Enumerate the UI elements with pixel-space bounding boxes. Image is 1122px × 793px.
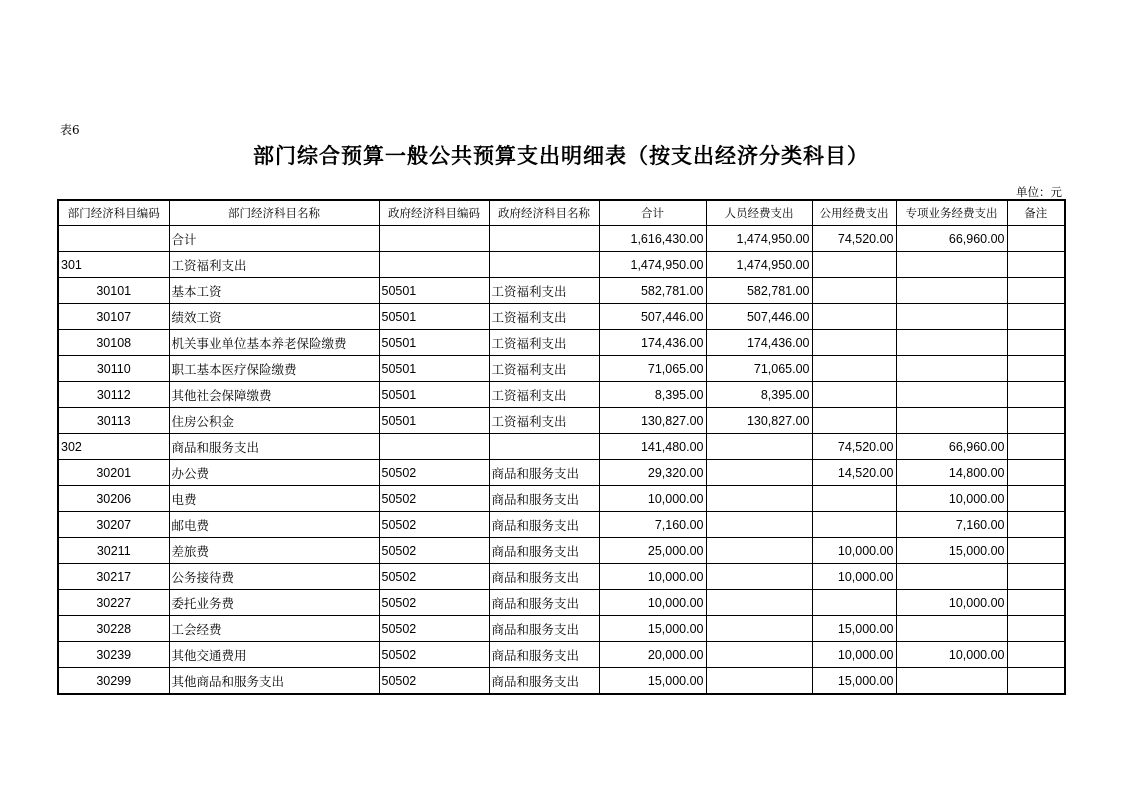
total-cell: 141,480.00 <box>599 434 706 460</box>
special-cost-cell: 10,000.00 <box>896 486 1007 512</box>
gov-name-cell: 商品和服务支出 <box>489 668 599 695</box>
gov-name-cell: 商品和服务支出 <box>489 460 599 486</box>
personnel-cost-cell: 8,395.00 <box>706 382 812 408</box>
note-cell <box>1007 304 1065 330</box>
personnel-cost-cell <box>706 460 812 486</box>
note-cell <box>1007 460 1065 486</box>
column-header: 部门经济科目名称 <box>169 200 379 226</box>
dept-code-cell: 30207 <box>58 512 169 538</box>
table-row <box>58 278 1065 304</box>
gov-code-cell: 50502 <box>379 668 489 695</box>
gov-code-cell: 50502 <box>379 486 489 512</box>
gov-code-cell: 50502 <box>379 590 489 616</box>
dept-code-cell: 302 <box>58 434 169 460</box>
dept-name-cell: 其他交通费用 <box>169 642 379 668</box>
total-cell: 20,000.00 <box>599 642 706 668</box>
page-title: 部门综合预算一般公共预算支出明细表（按支出经济分类科目） <box>253 144 869 168</box>
dept-name-cell: 邮电费 <box>169 512 379 538</box>
note-cell <box>1007 434 1065 460</box>
column-header: 备注 <box>1007 200 1065 226</box>
note-cell <box>1007 226 1065 252</box>
personnel-cost-cell <box>706 564 812 590</box>
public-cost-cell: 10,000.00 <box>812 564 896 590</box>
dept-name-cell: 工会经费 <box>169 616 379 642</box>
personnel-cost-cell: 130,827.00 <box>706 408 812 434</box>
table-row <box>58 408 1065 434</box>
gov-code-cell: 50502 <box>379 564 489 590</box>
total-cell: 10,000.00 <box>599 486 706 512</box>
dept-name-cell: 合计 <box>169 226 379 252</box>
gov-code-cell: 50502 <box>379 538 489 564</box>
dept-name-cell: 住房公积金 <box>169 408 379 434</box>
dept-name-cell: 机关事业单位基本养老保险缴费 <box>169 330 379 356</box>
personnel-cost-cell: 174,436.00 <box>706 330 812 356</box>
special-cost-cell <box>896 564 1007 590</box>
note-cell <box>1007 486 1065 512</box>
table-row <box>58 356 1065 382</box>
gov-name-cell: 工资福利支出 <box>489 278 599 304</box>
public-cost-cell <box>812 330 896 356</box>
dept-name-cell: 基本工资 <box>169 278 379 304</box>
personnel-cost-cell <box>706 538 812 564</box>
personnel-cost-cell: 1,474,950.00 <box>706 252 812 278</box>
public-cost-cell: 14,520.00 <box>812 460 896 486</box>
dept-name-cell: 其他社会保障缴费 <box>169 382 379 408</box>
dept-code-cell: 30201 <box>58 460 169 486</box>
budget-table <box>57 199 1066 695</box>
column-header: 部门经济科目编码 <box>58 200 169 226</box>
note-cell <box>1007 616 1065 642</box>
total-cell: 1,616,430.00 <box>599 226 706 252</box>
dept-name-cell: 其他商品和服务支出 <box>169 668 379 695</box>
personnel-cost-cell <box>706 434 812 460</box>
note-cell <box>1007 382 1065 408</box>
public-cost-cell: 74,520.00 <box>812 434 896 460</box>
gov-name-cell: 工资福利支出 <box>489 356 599 382</box>
table-row <box>58 564 1065 590</box>
special-cost-cell: 10,000.00 <box>896 590 1007 616</box>
gov-code-cell: 50501 <box>379 330 489 356</box>
public-cost-cell <box>812 252 896 278</box>
dept-code-cell: 30107 <box>58 304 169 330</box>
unit-label: 单位：元 <box>1016 185 1062 199</box>
special-cost-cell <box>896 278 1007 304</box>
total-cell: 15,000.00 <box>599 668 706 695</box>
dept-code-cell: 30239 <box>58 642 169 668</box>
special-cost-cell: 14,800.00 <box>896 460 1007 486</box>
note-cell <box>1007 512 1065 538</box>
gov-name-cell: 商品和服务支出 <box>489 538 599 564</box>
public-cost-cell <box>812 486 896 512</box>
note-cell <box>1007 668 1065 695</box>
gov-code-cell: 50501 <box>379 356 489 382</box>
public-cost-cell <box>812 356 896 382</box>
gov-name-cell: 商品和服务支出 <box>489 590 599 616</box>
personnel-cost-cell <box>706 486 812 512</box>
special-cost-cell <box>896 408 1007 434</box>
gov-code-cell: 50502 <box>379 460 489 486</box>
personnel-cost-cell: 1,474,950.00 <box>706 226 812 252</box>
table-row <box>58 460 1065 486</box>
personnel-cost-cell <box>706 590 812 616</box>
dept-name-cell: 商品和服务支出 <box>169 434 379 460</box>
dept-code-cell: 30112 <box>58 382 169 408</box>
dept-name-cell: 职工基本医疗保险缴费 <box>169 356 379 382</box>
dept-code-cell: 30110 <box>58 356 169 382</box>
dept-code-cell: 30299 <box>58 668 169 695</box>
column-header: 人员经费支出 <box>706 200 812 226</box>
total-cell: 25,000.00 <box>599 538 706 564</box>
dept-code-cell: 30101 <box>58 278 169 304</box>
special-cost-cell: 66,960.00 <box>896 434 1007 460</box>
table-number: 表6 <box>60 123 80 137</box>
personnel-cost-cell: 507,446.00 <box>706 304 812 330</box>
gov-name-cell: 工资福利支出 <box>489 304 599 330</box>
total-cell: 29,320.00 <box>599 460 706 486</box>
gov-code-cell: 50502 <box>379 512 489 538</box>
personnel-cost-cell <box>706 512 812 538</box>
dept-code-cell: 30113 <box>58 408 169 434</box>
personnel-cost-cell: 582,781.00 <box>706 278 812 304</box>
special-cost-cell: 15,000.00 <box>896 538 1007 564</box>
total-cell: 71,065.00 <box>599 356 706 382</box>
gov-code-cell <box>379 226 489 252</box>
gov-name-cell: 商品和服务支出 <box>489 564 599 590</box>
special-cost-cell <box>896 616 1007 642</box>
special-cost-cell: 66,960.00 <box>896 226 1007 252</box>
note-cell <box>1007 330 1065 356</box>
gov-name-cell <box>489 226 599 252</box>
note-cell <box>1007 590 1065 616</box>
note-cell <box>1007 538 1065 564</box>
public-cost-cell: 10,000.00 <box>812 538 896 564</box>
dept-code-cell: 30108 <box>58 330 169 356</box>
gov-code-cell: 50501 <box>379 304 489 330</box>
note-cell <box>1007 356 1065 382</box>
total-cell: 130,827.00 <box>599 408 706 434</box>
dept-code-cell: 30206 <box>58 486 169 512</box>
gov-name-cell: 商品和服务支出 <box>489 616 599 642</box>
table-row <box>58 668 1065 695</box>
personnel-cost-cell <box>706 642 812 668</box>
special-cost-cell <box>896 252 1007 278</box>
gov-code-cell: 50501 <box>379 278 489 304</box>
public-cost-cell <box>812 408 896 434</box>
public-cost-cell: 74,520.00 <box>812 226 896 252</box>
table-row <box>58 486 1065 512</box>
gov-name-cell: 商品和服务支出 <box>489 512 599 538</box>
column-header: 公用经费支出 <box>812 200 896 226</box>
gov-code-cell: 50502 <box>379 616 489 642</box>
dept-name-cell: 差旅费 <box>169 538 379 564</box>
gov-name-cell: 商品和服务支出 <box>489 642 599 668</box>
personnel-cost-cell <box>706 668 812 695</box>
gov-code-cell: 50502 <box>379 642 489 668</box>
column-header: 政府经济科目名称 <box>489 200 599 226</box>
dept-code-cell: 30217 <box>58 564 169 590</box>
column-header: 政府经济科目编码 <box>379 200 489 226</box>
gov-code-cell <box>379 252 489 278</box>
gov-code-cell: 50501 <box>379 408 489 434</box>
special-cost-cell <box>896 668 1007 695</box>
special-cost-cell <box>896 356 1007 382</box>
table-row <box>58 304 1065 330</box>
note-cell <box>1007 642 1065 668</box>
table-row <box>58 512 1065 538</box>
total-cell: 10,000.00 <box>599 564 706 590</box>
dept-name-cell: 办公费 <box>169 460 379 486</box>
table-row <box>58 382 1065 408</box>
column-header: 专项业务经费支出 <box>896 200 1007 226</box>
table-row <box>58 616 1065 642</box>
total-cell: 174,436.00 <box>599 330 706 356</box>
dept-name-cell: 公务接待费 <box>169 564 379 590</box>
gov-code-cell <box>379 434 489 460</box>
special-cost-cell <box>896 304 1007 330</box>
table-body <box>58 226 1065 695</box>
dept-code-cell: 30211 <box>58 538 169 564</box>
gov-code-cell: 50501 <box>379 382 489 408</box>
gov-name-cell <box>489 434 599 460</box>
gov-name-cell: 工资福利支出 <box>489 330 599 356</box>
special-cost-cell <box>896 382 1007 408</box>
total-cell: 507,446.00 <box>599 304 706 330</box>
table-row <box>58 642 1065 668</box>
table-row <box>58 538 1065 564</box>
note-cell <box>1007 278 1065 304</box>
total-cell: 10,000.00 <box>599 590 706 616</box>
dept-name-cell: 绩效工资 <box>169 304 379 330</box>
gov-name-cell <box>489 252 599 278</box>
public-cost-cell: 10,000.00 <box>812 642 896 668</box>
public-cost-cell <box>812 382 896 408</box>
gov-name-cell: 工资福利支出 <box>489 408 599 434</box>
gov-name-cell: 工资福利支出 <box>489 382 599 408</box>
dept-code-cell: 30227 <box>58 590 169 616</box>
special-cost-cell: 10,000.00 <box>896 642 1007 668</box>
public-cost-cell: 15,000.00 <box>812 668 896 695</box>
column-header: 合计 <box>599 200 706 226</box>
dept-name-cell: 工资福利支出 <box>169 252 379 278</box>
public-cost-cell <box>812 590 896 616</box>
table-row <box>58 252 1065 278</box>
note-cell <box>1007 564 1065 590</box>
total-cell: 7,160.00 <box>599 512 706 538</box>
total-cell: 15,000.00 <box>599 616 706 642</box>
dept-name-cell: 委托业务费 <box>169 590 379 616</box>
table-row <box>58 434 1065 460</box>
note-cell <box>1007 252 1065 278</box>
dept-code-cell: 301 <box>58 252 169 278</box>
total-cell: 582,781.00 <box>599 278 706 304</box>
table-header-row <box>58 200 1065 226</box>
table-row <box>58 590 1065 616</box>
note-cell <box>1007 408 1065 434</box>
special-cost-cell <box>896 330 1007 356</box>
dept-code-cell <box>58 226 169 252</box>
personnel-cost-cell <box>706 616 812 642</box>
total-cell: 1,474,950.00 <box>599 252 706 278</box>
table-row <box>58 226 1065 252</box>
personnel-cost-cell: 71,065.00 <box>706 356 812 382</box>
public-cost-cell <box>812 512 896 538</box>
public-cost-cell <box>812 278 896 304</box>
dept-name-cell: 电费 <box>169 486 379 512</box>
gov-name-cell: 商品和服务支出 <box>489 486 599 512</box>
total-cell: 8,395.00 <box>599 382 706 408</box>
special-cost-cell: 7,160.00 <box>896 512 1007 538</box>
public-cost-cell <box>812 304 896 330</box>
table-row <box>58 330 1065 356</box>
public-cost-cell: 15,000.00 <box>812 616 896 642</box>
dept-code-cell: 30228 <box>58 616 169 642</box>
